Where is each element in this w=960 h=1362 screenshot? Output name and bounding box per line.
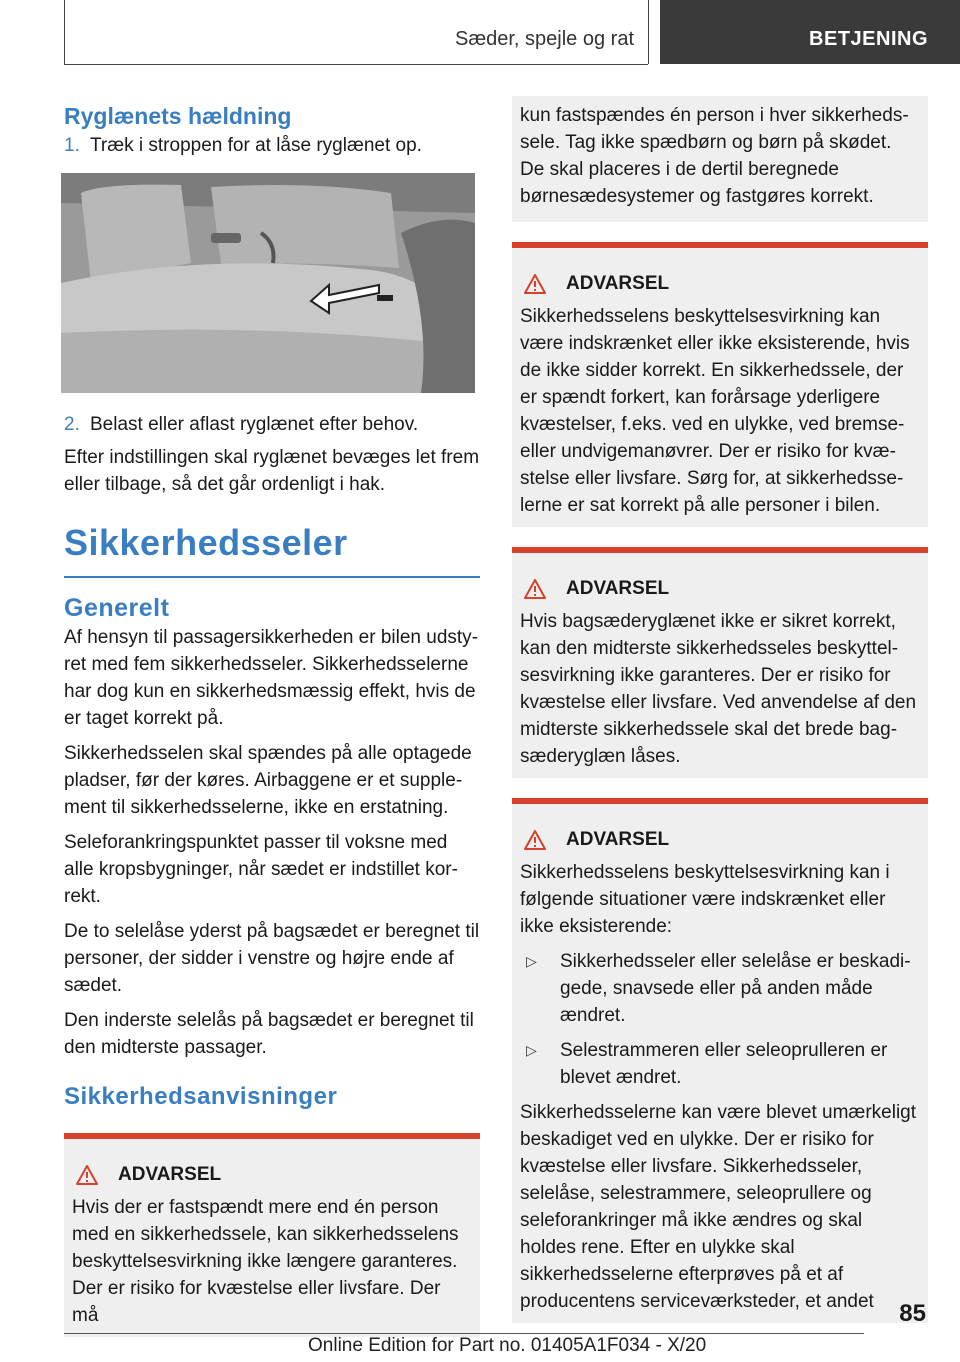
warning-triangle-icon [524, 579, 546, 599]
warning-label: ADVARSEL [566, 273, 670, 294]
header-divider [648, 0, 649, 64]
header-divider [64, 0, 65, 64]
bullet-text: Selestrammeren eller seleoprulleren er blevet ændret. [560, 1040, 888, 1088]
warning-label: ADVARSEL [566, 578, 670, 599]
warning-text: Sikkerhedsselens beskyttelsesvirkning kan være indskrænket eller ikke eksisterende, hvis de ikke sidder korrekt. En sikkerhedssele, der er spændt forkert, kan forårsage yderligere kvæstelser, f.eks. ved en ulykke, ved bremse- eller undvigemanøvrer. Der er risiko for kvæstelse eller livsfare. Sørg for, at sikkerhedsselerne er sat korrekt på alle personer i bilen. [520, 306, 910, 516]
footer-divider [64, 1333, 864, 1334]
warning-label: ADVARSEL [566, 829, 670, 850]
warning-box [512, 242, 928, 527]
rear-seat-photo [61, 173, 475, 393]
heading-rule [64, 576, 480, 578]
paragraph: Den inderste selelås på bagsædet er beregnet til den midterste passager. [64, 1010, 474, 1058]
chapter-title: BETJENING [809, 28, 928, 50]
section-title: Sæder, spejle og rat [455, 28, 634, 50]
warning-text: Hvis bagsæderyglænet ikke er sikret korrekt, kan den midterste sikkerhedsseles beskyttelsesvirkning ikke garanteres. Der er risiko for kvæstelse eller livsfare. Ved anvendelse af den midterste sikkerhedssele skal det brede bagsæderyglæn låses. [520, 611, 917, 767]
step-2 [64, 411, 480, 438]
warning-text: Sikkerhedsselerne kan være blevet umærkeligt beskadiget ved en ulykke. Der er risiko for kvæstelse eller livsfare. Sikkerhedsseler, selelåse, selestrammere, seleoprullere og seleforankringer må ikke ændres og skal holdes rene. Efter en ulykke skal sikkerhedsselerne efterprøves på et af producentens serviceværksteder, et andet [520, 1102, 917, 1312]
warning-label: ADVARSEL [118, 1164, 222, 1185]
heading-safety-instructions: Sikkerhedsanvisninger [64, 1083, 338, 1110]
bullet-item [520, 1037, 920, 1091]
warning-triangle-icon [76, 1165, 98, 1185]
paragraph: Efter indstillingen skal ryglænet bevæges let frem eller tilbage, så det går ordenligt i hak. [64, 447, 480, 495]
warning-text: kun fastspændes én person i hver sikkerhedssele. Tag ikke spædbørn og børn på skødet. De skal placeres i de dertil beregnede børnesædesystemer og fastgøres korrekt. [520, 105, 909, 207]
bullet-triangle-icon: ▷ [526, 1042, 537, 1058]
bullet-text: Sikkerhedsseler eller selelåse er beskadigede, snavsede eller på anden måde ændret. [560, 951, 911, 1026]
step-number: 2. [64, 414, 80, 435]
warning-title [520, 270, 920, 297]
page-number: 85 [899, 1300, 926, 1327]
header-divider [64, 64, 648, 65]
warning-box [512, 798, 928, 1323]
warning-text: Sikkerhedsselens beskyttelsesvirkning kan i følgende situationer være indskrænket eller ikke eksisterende: [520, 862, 890, 937]
paragraph: Af hensyn til passagersikkerheden er bilen udstyret med fem sikkerhedsseler. Sikkerhedsselerne har dog kun en sikkerhedsmæssig effekt, hvis de er taget korrekt på. [64, 627, 479, 729]
heading-general: Generelt [64, 594, 170, 622]
warning-triangle-icon [524, 830, 546, 850]
warning-box [512, 547, 928, 778]
warning-box [64, 1133, 480, 1337]
warning-title [520, 826, 920, 853]
right-column [512, 100, 928, 1343]
step-number: 1. [64, 135, 80, 156]
warning-title [520, 575, 920, 602]
heading-backrest-tilt: Ryglænets hældning [64, 103, 292, 129]
paragraph: Seleforankringspunktet passer til voksne med alle kropsbygninger, når sædet er indstillet korrekt. [64, 832, 458, 907]
warning-title [72, 1161, 472, 1188]
heading-seatbelts: Sikkerhedsseler [64, 522, 348, 563]
step-text: Belast eller aflast ryglænet efter behov. [90, 414, 419, 435]
bullet-item [520, 948, 920, 1029]
bullet-triangle-icon: ▷ [526, 953, 537, 969]
page-header [0, 0, 960, 66]
warning-box-continued [512, 96, 928, 222]
step-1 [64, 132, 480, 159]
paragraph: De to selelåse yderst på bagsædet er beregnet til personer, der sidder i venstre og højre ende af sædet. [64, 921, 480, 996]
paragraph: Sikkerhedsselen skal spændes på alle optagede pladser, før der køres. Airbaggene er et supplement til sikkerhedsselerne, ikke en erstatning. [64, 743, 472, 818]
warning-text: Hvis der er fastspændt mere end én person med en sikkerhedssele, kan sikkerhedsselens beskyttelsesvirkning ikke længere garanteres. Der er risiko for kvæstelse eller livsfare. Der må [72, 1197, 459, 1326]
footer-edition: Online Edition for Part no. 01405A1F034 - X/20 [308, 1335, 707, 1356]
chapter-tab [660, 0, 960, 64]
step-text: Træk i stroppen for at låse ryglænet op. [90, 135, 422, 156]
left-column [64, 100, 480, 1357]
warning-triangle-icon [524, 274, 546, 294]
